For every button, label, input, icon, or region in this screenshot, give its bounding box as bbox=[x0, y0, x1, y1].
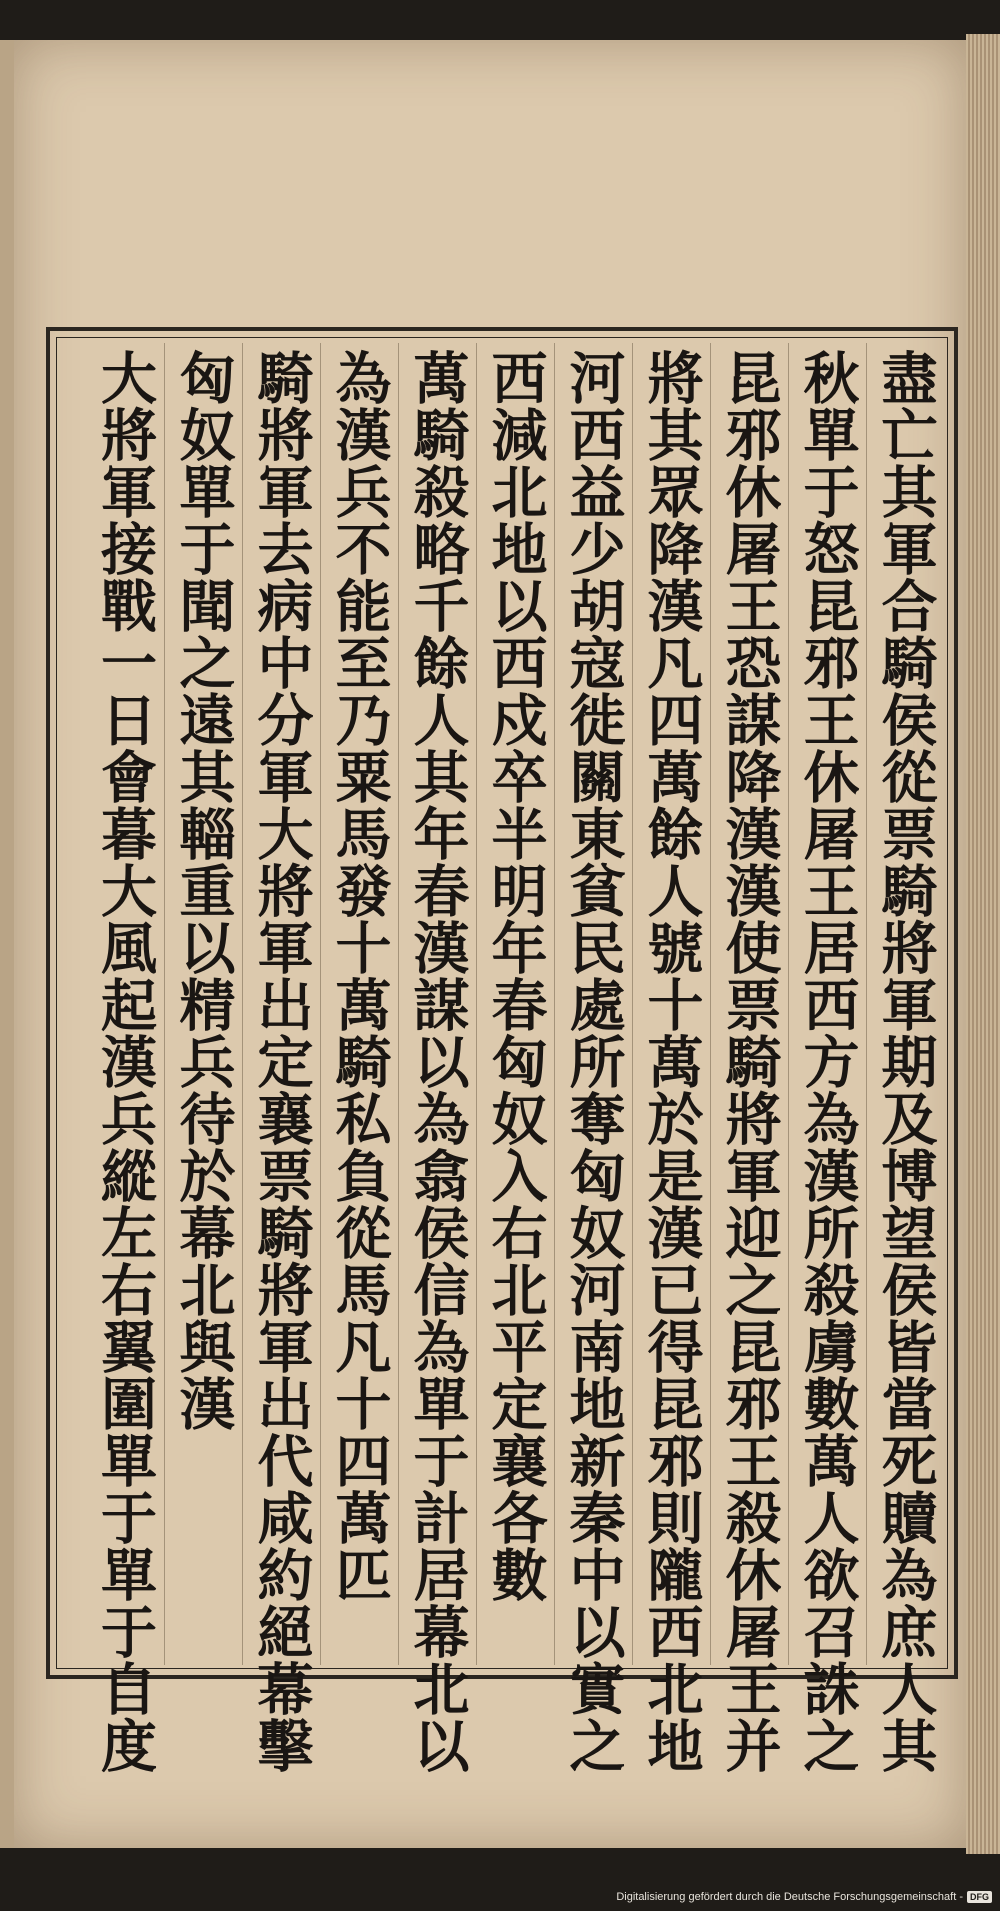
text-column-8 bbox=[320, 343, 398, 1665]
text-column-4 bbox=[632, 343, 710, 1774]
text-column-7 bbox=[398, 343, 476, 1774]
column-text: 將其眾降漢凡四萬餘人號十萬於是漢已得昆邪則隴西北地 bbox=[638, 349, 705, 1774]
column-text: 西減北地以西戍卒半明年春匈奴入右北平定襄各數 bbox=[482, 349, 549, 1603]
column-text: 大將軍接戰一日會暮大風起漢兵縱左右翼圍單于單于自度 bbox=[92, 349, 158, 1774]
text-column-9 bbox=[242, 343, 320, 1774]
digitization-credit bbox=[616, 1891, 992, 1903]
column-text: 秋單于怒昆邪王休屠王居西方為漢所殺虜數萬人欲召誅之 bbox=[794, 349, 861, 1774]
column-text: 為漢兵不能至乃粟馬發十萬騎私負從馬凡十四萬匹 bbox=[326, 349, 393, 1603]
column-text: 騎將軍去病中分軍大將軍出定襄票騎將軍出代咸約絕幕擊 bbox=[248, 349, 315, 1774]
text-column-3 bbox=[710, 343, 788, 1774]
column-text: 河西益少胡寇徙關東貧民處所奪匈奴河南地新秦中以實之 bbox=[560, 349, 627, 1774]
text-column-1 bbox=[866, 343, 944, 1774]
column-text: 盡亡其軍合騎侯從票騎將軍期及博望侯皆當死贖為庶人其 bbox=[872, 349, 939, 1774]
dfg-logo: DFG bbox=[967, 1891, 992, 1903]
text-column-2 bbox=[788, 343, 866, 1774]
column-text: 匈奴單于聞之遠其輜重以精兵待於幕北與漢 bbox=[170, 349, 237, 1432]
column-text: 萬騎殺略千餘人其年春漢謀以為翕侯信為單于計居幕北以 bbox=[404, 349, 471, 1774]
column-text: 昆邪休屠王恐謀降漢漢使票騎將軍迎之昆邪王殺休屠王并 bbox=[716, 349, 783, 1774]
text-column-11 bbox=[86, 343, 164, 1774]
text-columns bbox=[60, 343, 944, 1774]
text-column-10 bbox=[164, 343, 242, 1665]
credit-text: Digitalisierung gefördert durch die Deutsche Forschungsgemeinschaft - bbox=[616, 1891, 963, 1903]
page-stack-edge bbox=[966, 34, 1000, 1854]
text-column-5 bbox=[554, 343, 632, 1774]
text-column-6 bbox=[476, 343, 554, 1665]
